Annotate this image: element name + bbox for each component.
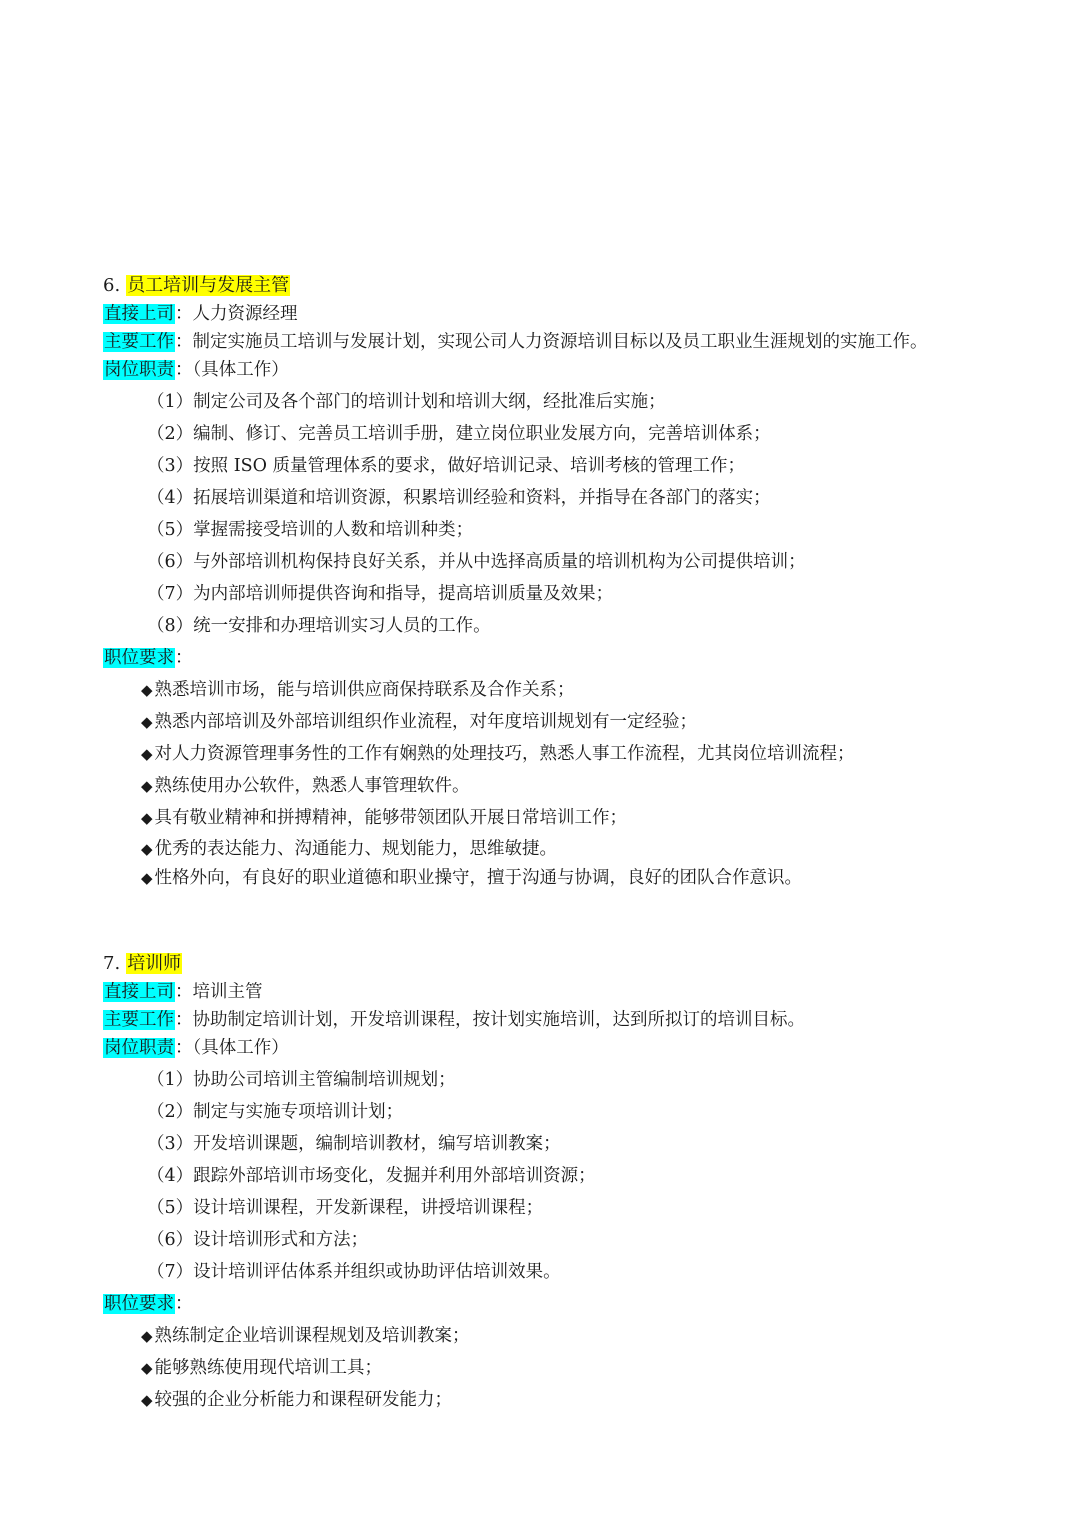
diamond-bullet-icon: ◆	[141, 869, 153, 887]
diamond-bullet-icon: ◆	[141, 1327, 153, 1345]
duty-item: （1）协助公司培训主管编制培训规划；	[147, 1070, 456, 1090]
section-title	[103, 272, 1003, 300]
diamond-bullet-icon: ◆	[141, 745, 153, 763]
duty-item: （5）掌握需接受培训的人数和培训种类；	[147, 520, 474, 540]
requirements-suffix: ：	[175, 648, 193, 668]
section-training-development-supervisor	[103, 272, 1003, 892]
diamond-bullet-icon: ◆	[141, 713, 153, 731]
diamond-bullet-icon: ◆	[141, 777, 153, 795]
section-trainer	[103, 950, 1003, 1416]
diamond-bullet-icon: ◆	[141, 1391, 153, 1409]
job-title: 培训师	[127, 953, 182, 974]
main-work-value: ：协助制定培训计划，开发培训课程，按计划实施培训，达到所拟订的培训目标。	[175, 1010, 805, 1030]
requirements-label: 职位要求	[104, 1294, 174, 1314]
requirement-item: ◆ 熟练使用办公软件，熟悉人事管理软件。	[103, 770, 1003, 802]
duty-item: （4）跟踪外部培训市场变化，发掘并利用外部培训资源；	[147, 1166, 596, 1186]
section-number: 7.	[103, 953, 121, 974]
duty-item: （5）设计培训课程，开发新课程，讲授培训课程；	[147, 1198, 544, 1218]
superior-label: 直接上司	[104, 304, 174, 324]
main-work-row	[103, 1006, 1003, 1034]
main-work-label: 主要工作	[104, 1010, 174, 1030]
superior-value: ：人力资源经理	[175, 304, 298, 324]
requirement-item: ◆ 具有敬业精神和拼搏精神，能够带领团队开展日常培训工作；	[103, 802, 1003, 834]
superior-value: ：培训主管	[175, 982, 263, 1002]
duties-list	[103, 386, 1003, 642]
duties-value: ：（具体工作）	[175, 1038, 289, 1058]
duty-item: （8）统一安排和办理培训实习人员的工作。	[147, 616, 491, 636]
requirement-item: ◆ 对人力资源管理事务性的工作有娴熟的处理技巧，熟悉人事工作流程，尤其岗位培训流程；	[103, 738, 1003, 770]
duties-list	[103, 1064, 1003, 1288]
requirement-item: ◆ 性格外向，有良好的职业道德和职业操守，擅于沟通与协调，良好的团队合作意识。	[103, 864, 1003, 892]
main-work-value: ：制定实施员工培训与发展计划，实现公司人力资源培训目标以及员工职业生涯规划的实施工作。	[175, 332, 928, 352]
requirement-item: ◆ 熟悉培训市场，能与培训供应商保持联系及合作关系；	[103, 674, 1003, 706]
requirements-list	[103, 1320, 1003, 1416]
duty-item: （7）为内部培训师提供咨询和指导，提高培训质量及效果；	[147, 584, 614, 604]
requirement-item: ◆ 熟练制定企业培训课程规划及培训教案；	[103, 1320, 1003, 1352]
requirement-item: ◆ 较强的企业分析能力和课程研发能力；	[103, 1384, 1003, 1416]
section-title	[103, 950, 1003, 978]
requirements-row	[103, 644, 1003, 672]
duties-row	[103, 356, 1003, 384]
superior-label: 直接上司	[104, 982, 174, 1002]
duty-item: （2）编制、修订、完善员工培训手册，建立岗位职业发展方向，完善培训体系；	[147, 424, 771, 444]
duties-value: ：（具体工作）	[175, 360, 289, 380]
duty-item: （1）制定公司及各个部门的培训计划和培训大纲，经批准后实施；	[147, 392, 666, 412]
requirements-row	[103, 1290, 1003, 1318]
duty-item: （6）设计培训形式和方法；	[147, 1230, 369, 1250]
diamond-bullet-icon: ◆	[141, 840, 153, 858]
requirement-item: ◆ 能够熟练使用现代培训工具；	[103, 1352, 1003, 1384]
superior-row	[103, 300, 1003, 328]
requirement-item: ◆ 优秀的表达能力、沟通能力、规划能力，思维敏捷。	[103, 834, 1003, 864]
requirements-list	[103, 674, 1003, 892]
requirement-item: ◆ 熟悉内部培训及外部培训组织作业流程，对年度培训规划有一定经验；	[103, 706, 1003, 738]
duty-item: （7）设计培训评估体系并组织或协助评估培训效果。	[147, 1262, 561, 1282]
duty-item: （6）与外部培训机构保持良好关系，并从中选择高质量的培训机构为公司提供培训；	[147, 552, 806, 572]
duties-label: 岗位职责	[104, 360, 174, 380]
duty-item: （4）拓展培训渠道和培训资源，积累培训经验和资料，并指导在各部门的落实；	[147, 488, 771, 508]
section-number: 6.	[103, 275, 121, 296]
requirements-suffix: ：	[175, 1294, 193, 1314]
duties-row	[103, 1034, 1003, 1062]
duty-item: （3）按照 ISO 质量管理体系的要求，做好培训记录、培训考核的管理工作；	[147, 456, 746, 476]
diamond-bullet-icon: ◆	[141, 681, 153, 699]
diamond-bullet-icon: ◆	[141, 809, 153, 827]
main-work-label: 主要工作	[104, 332, 174, 352]
superior-row	[103, 978, 1003, 1006]
duties-label: 岗位职责	[104, 1038, 174, 1058]
diamond-bullet-icon: ◆	[141, 1359, 153, 1377]
duty-item: （3）开发培训课题，编制培训教材，编写培训教案；	[147, 1134, 561, 1154]
duty-item: （2）制定与实施专项培训计划；	[147, 1102, 404, 1122]
job-title: 员工培训与发展主管	[127, 275, 290, 296]
requirements-label: 职位要求	[104, 648, 174, 668]
main-work-row	[103, 328, 1003, 356]
